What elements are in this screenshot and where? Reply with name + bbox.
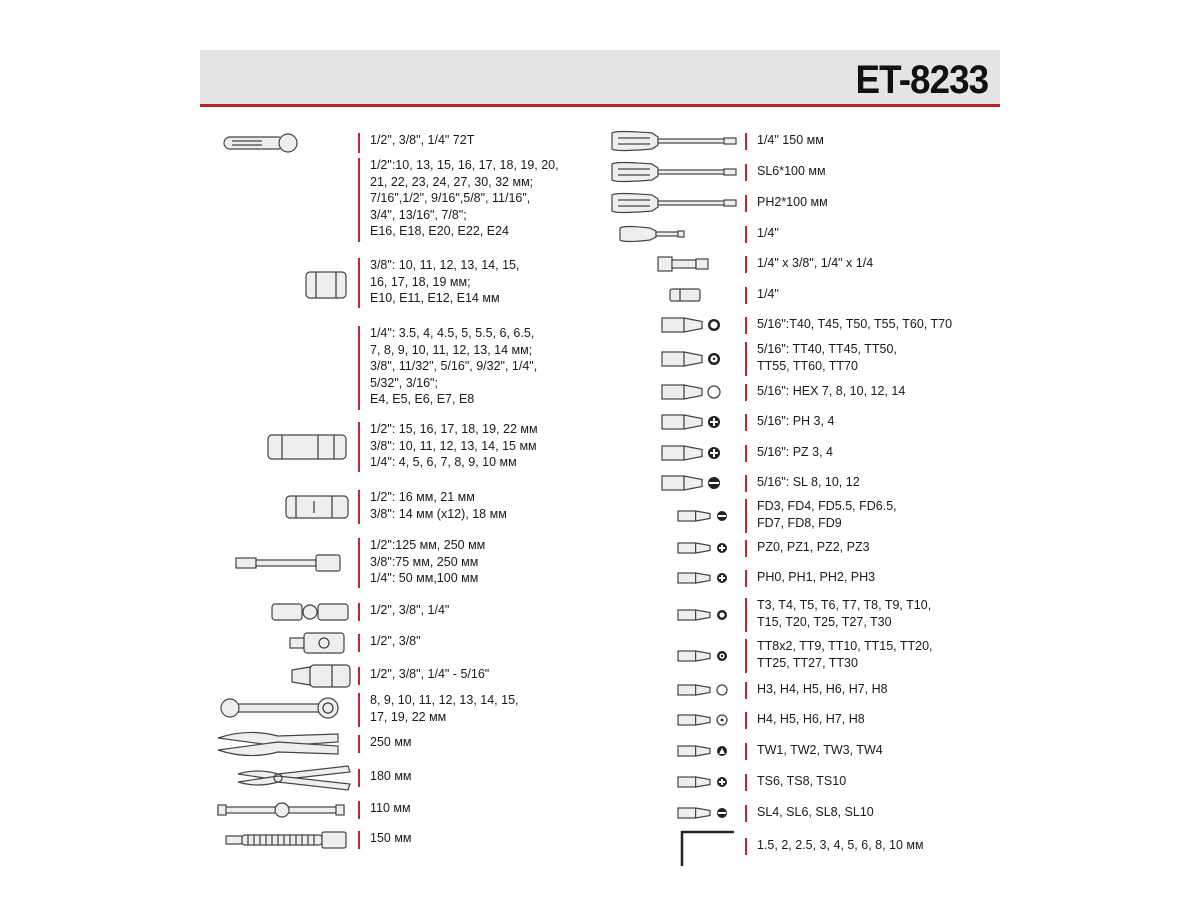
small-torx-bit-icon [678, 595, 818, 635]
socket-icon [304, 265, 444, 305]
spec-text: FD3, FD4, FD5.5, FD6.5, FD7, FD8, FD9 [757, 499, 897, 530]
spec-text: 1/4" 150 мм [757, 133, 824, 147]
spec-text: PH2*100 мм [757, 195, 828, 209]
spec-text: 110 мм [370, 801, 411, 815]
spec-text: 3/8": 10, 11, 12, 13, 14, 15, 16, 17, 18, 19 мм; E10, E11, E12, E14 мм [370, 258, 520, 305]
spec-text: 5/16": PH 3, 4 [757, 414, 835, 428]
spec-text: 5/16": TT40, TT45, TT50, TT55, TT60, TT70 [757, 342, 897, 373]
spec-text: 5/16": PZ 3, 4 [757, 445, 834, 459]
row-divider [745, 838, 747, 855]
spec-text: 1/2", 3/8", 1/4" - 5/16" [370, 667, 490, 681]
row-divider [358, 158, 360, 242]
spec-text: 1/4" [757, 287, 779, 301]
combination-wrench-icon [222, 688, 362, 728]
flexible-extension-icon [226, 820, 366, 860]
small-phillips-bit-icon [678, 558, 818, 598]
spec-text: PH0, PH1, PH2, PH3 [757, 570, 876, 584]
spec-text: H3, H4, H5, H6, H7, H8 [757, 682, 888, 696]
spec-text: SL6*100 мм [757, 164, 826, 178]
spec-text: PZ0, PZ1, PZ2, PZ3 [757, 540, 870, 554]
deep-socket-icon [268, 427, 408, 467]
spec-text: 1/2", 3/8" [370, 634, 421, 648]
spec-text: 5/16": HEX 7, 8, 10, 12, 14 [757, 384, 906, 398]
row-divider [358, 735, 360, 753]
spec-text: T3, T4, T5, T6, T7, T8, T9, T10, T15, T20, T25, T27, T30 [757, 598, 932, 629]
spec-text: TT8x2, TT9, TT10, TT15, TT20, TT25, TT27, TT30 [757, 639, 933, 670]
spec-text: 1/2":10, 13, 15, 16, 17, 18, 19, 20, 21, 22, 23, 24, 27, 30, 32 мм; 7/16",1/2", 9/16",5/8", 11/16", 3/4", 13/16", 7/8"; E16, E18, E20, E22, E24 [370, 158, 559, 238]
spec-text: 1/4" [757, 226, 779, 240]
extension-bar-icon [236, 543, 376, 583]
spec-text: 1/2": 16 мм, 21 мм 3/8": 14 мм (x12), 18 мм [370, 490, 507, 521]
spec-text: TS6, TS8, TS10 [757, 774, 847, 788]
ratchet-icon [222, 123, 362, 163]
spec-text: TW1, TW2, TW3, TW4 [757, 743, 883, 757]
spec-text: 1/4": 3.5, 4, 4.5, 5, 5.5, 6, 6.5, 7, 8, 9, 10, 11, 12, 13, 14 мм; 3/8", 11/32", 5/16", 9/32", 1/4", 5/32", 3/16"; E4, E5, E6, E7, E8 [370, 326, 538, 406]
spec-text: SL4, SL6, SL8, SL10 [757, 805, 874, 819]
spark-plug-socket-icon [286, 487, 426, 527]
spec-text: 250 мм [370, 735, 412, 749]
row-divider [358, 326, 360, 410]
model-title: ET-8233 [855, 58, 988, 102]
spec-text: 5/16": SL 8, 10, 12 [757, 475, 860, 489]
spec-text: 180 мм [370, 769, 412, 783]
spec-text: 1/2":125 мм, 250 мм 3/8":75 мм, 250 мм 1/4": 50 мм,100 мм [370, 538, 486, 585]
spec-text: 1/2", 3/8", 1/4" [370, 603, 450, 617]
row-divider [358, 801, 360, 819]
hex-key-icon [680, 828, 740, 868]
spec-text: 1.5, 2, 2.5, 3, 4, 5, 6, 8, 10 мм [757, 838, 924, 852]
spec-text: 150 мм [370, 831, 412, 845]
spec-text: 1/2", 3/8", 1/4" 72T [370, 133, 475, 147]
spec-text: 8, 9, 10, 11, 12, 13, 14, 15, 17, 19, 22 мм [370, 693, 519, 724]
spec-text: 1/2": 15, 16, 17, 18, 19, 22 мм 3/8": 10, 11, 12, 13, 14, 15 мм 1/4": 4, 5, 6, 7, 8, 9, 10 мм [370, 422, 538, 469]
spec-text: 1/4" x 3/8", 1/4" x 1/4 [757, 256, 874, 270]
header-divider [200, 104, 1000, 107]
spec-text: H4, H5, H6, H7, H8 [757, 712, 865, 726]
spec-text: 5/16":T40, T45, T50, T55, T60, T70 [757, 317, 953, 331]
